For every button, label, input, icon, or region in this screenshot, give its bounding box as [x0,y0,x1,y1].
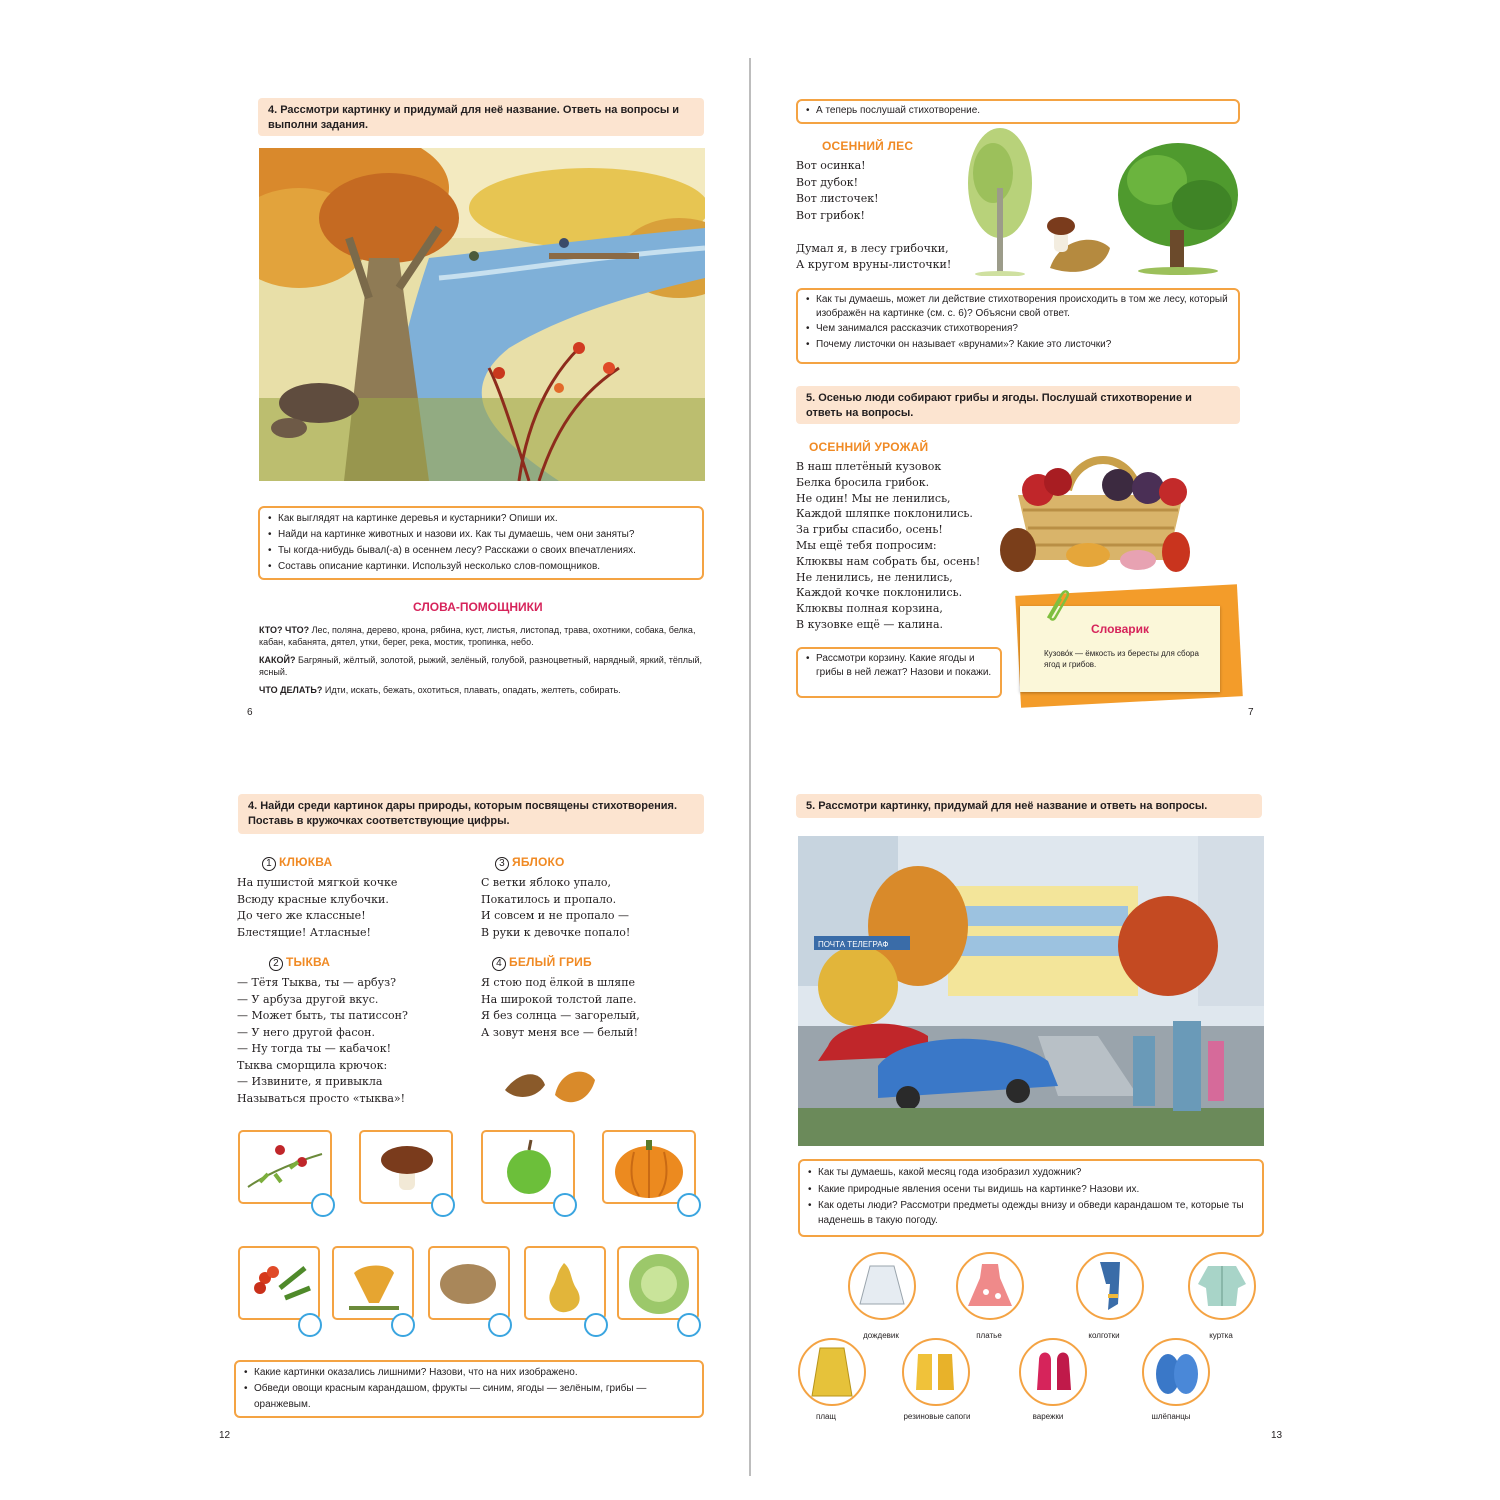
answer-circle[interactable] [488,1313,512,1337]
clothing-label: платье [976,1331,1002,1340]
task-4-page12: 4. Найди среди картинок дары природы, которым посвящены стихотворения. Поставь в кружочках соответствующие цифры. [238,794,704,834]
clothing-rubber-boots[interactable] [902,1338,970,1406]
card-pumpkin [602,1130,696,1204]
task-5-page13: 5. Рассмотри картинку, придумай для неё название и ответь на вопросы. [796,794,1262,818]
card-potato [428,1246,510,1320]
helpers-title: СЛОВА-ПОМОЩНИКИ [413,600,543,614]
poem-osenniy-urozhay: В наш плетёный кузовок Белка бросила грибок. Не один! Мы не ленились, Каждой шляпке поклонились. За грибы спасибо, осень! Мы ещё тебя попросим: Клюквы нам собрать бы, осень! Не ленились, не ленились, Каждой кочке поклонились. Клюквы полная корзина, В кузовке ещё — калина. [796,460,981,631]
clothing-raincoat[interactable] [848,1252,916,1320]
question-item: • Почему листочки он называет «врунами»? Какие это листочки? [806,337,1230,353]
answer-circle[interactable] [431,1193,455,1217]
clothing-jacket[interactable] [1188,1252,1256,1320]
answer-circle[interactable] [677,1313,701,1337]
clothing-label: плащ [815,1412,837,1421]
clothing-label: резиновые сапоги [903,1412,971,1421]
clothing-label: дождевик [863,1331,899,1340]
paperclip-icon [1040,588,1070,622]
basket-question-box [796,647,1002,698]
poem-title-tykva: 2 ТЫКВА [269,955,330,971]
clothing-flip-flops[interactable] [1142,1338,1210,1406]
card-pear [524,1246,606,1320]
card-rowan [238,1246,320,1320]
intro-box [796,99,1240,124]
question-item: • Как одеты люди? Рассмотри предметы одежды внизу и обведи карандашом те, которые ты наденешь в такую погоду. [808,1198,1254,1228]
clothing-mittens[interactable] [1019,1338,1087,1406]
task-4-page6: 4. Рассмотри картинку и придумай для неё название. Ответь на вопросы и выполни задания. [258,98,704,136]
post-office-sign: ПОЧТА ТЕЛЕГРАФ [818,940,889,949]
aspen-tree-illustration [955,128,1045,276]
basket-illustration [998,450,1198,585]
intro-text: • А теперь послушай стихотворение. [806,103,1230,119]
answer-circle[interactable] [391,1313,415,1337]
page-fold [749,58,751,1476]
card-cabbage [617,1246,699,1320]
page-number: 12 [219,1430,231,1441]
questions-page12 [234,1360,704,1418]
questions-page6 [258,506,704,580]
clothing-label: варежки [1032,1412,1064,1421]
poem-osenniy-les: Вот осинка! Вот дубок! Вот листочек! Вот грибок! Думал я, в лесу грибочки, А кругом вруны-листочки! [796,159,952,271]
clothing-dress[interactable] [956,1252,1024,1320]
poem-title-belyy-grib: 4 БЕЛЫЙ ГРИБ [492,955,592,971]
rainy-street-illustration [798,836,1264,1146]
answer-circle[interactable] [584,1313,608,1337]
poem-belyy-grib: Я стою под ёлкой в шляпе На широкой толстой лапе. Я без солнца — загорелый, А зовут меня все — белый! [481,976,640,1039]
autumn-forest-illustration [259,148,705,481]
page-number: 13 [1271,1430,1283,1441]
task-5-page7: 5. Осенью люди собирают грибы и ягоды. Послушай стихотворение и ответь на вопросы. [796,386,1240,424]
question-item: • Ты когда-нибудь бывал(-а) в осеннем лесу? Расскажи о своих впечатлениях. [268,543,694,559]
answer-circle[interactable] [553,1193,577,1217]
card-chanterelle [332,1246,414,1320]
helpers-row: КТО? ЧТО? Лес, поляна, дерево, крона, рябина, куст, листья, листопад, трава, охотники, собака, белка, кабан, кабанята, дятел, утки, берег, река, мостик, тропинка, небо. [259,625,696,647]
questions-page13 [798,1159,1264,1237]
answer-circle[interactable] [298,1313,322,1337]
answer-circle[interactable] [677,1193,701,1217]
helpers-words [259,624,705,702]
oak-leaves-icon [500,1060,600,1112]
page-number: 7 [1248,707,1254,718]
question-item: • Какие картинки оказались лишними? Назови, что на них изображено. [244,1365,694,1381]
clothing-tights[interactable] [1076,1252,1144,1320]
question-item: • Найди на картинке животных и назови их. Как ты думаешь, чем они заняты? [268,527,694,543]
answer-circle[interactable] [311,1193,335,1217]
dictionary-text: Кузово́к — ёмкость из бересты для сбора ягод и грибов. [1044,649,1199,669]
question-item: • Какие природные явления осени ты видишь на картинке? Назови их. [808,1181,1254,1198]
poem-tykva: — Тётя Тыква, ты — арбуз? — У арбуза другой вкус. — Может быть, ты патиссон? — У него другой фасон. — Ну тогда ты — кабачок! Тыква сморщила крючок: — Извините, я привыкла Называться просто «тыква»! [237,976,408,1105]
helpers-row: ЧТО ДЕЛАТЬ? Идти, искать, бежать, охотиться, плавать, опадать, желтеть, собирать. [259,685,621,695]
dictionary-title: Словарик [1090,622,1150,636]
clothing-label: шлёпанцы [1151,1412,1191,1421]
basket-question: • Рассмотри корзину. Какие ягоды и грибы в ней лежат? Назови и покажи. [806,652,992,680]
page-number: 6 [247,707,253,718]
question-item: • Как ты думаешь, может ли действие стихотворения происходить в том же лесу, который изображён на картинке (см. с. 6)? Объясни свой ответ. [806,293,1230,321]
poem-title-osenniy-urozhay: ОСЕННИЙ УРОЖАЙ [809,440,929,454]
question-item: • Чем занимался рассказчик стихотворения? [806,321,1230,337]
question-item: • Обведи овощи красным карандашом, фрукты — синим, ягоды — зелёным, грибы — оранжевым. [244,1381,694,1413]
poem-klyukva: На пушистой мягкой кочке Всюду красные клубочки. До чего же классные! Блестящие! Атласные! [237,876,398,939]
question-item: • Как выглядят на картинке деревья и кустарники? Опиши их. [268,511,694,527]
oak-tree-illustration [1112,135,1244,275]
questions-page7 [796,288,1240,364]
poem-title-yabloko: 3 ЯБЛОКО [495,855,565,871]
mushroom-leaf-illustration [1040,208,1115,280]
clothing-label: колготки [1088,1331,1120,1340]
poem-title-osenniy-les: ОСЕННИЙ ЛЕС [822,139,914,153]
clothing-label: куртка [1209,1331,1233,1340]
clothing-cloak[interactable] [798,1338,866,1406]
question-item: • Как ты думаешь, какой месяц года изобразил художник? [808,1164,1254,1181]
question-item: • Составь описание картинки. Используй несколько слов-помощников. [268,559,694,575]
helpers-row: КАКОЙ? Багряный, жёлтый, золотой, рыжий, зелёный, голубой, разноцветный, нарядный, яркий, тёплый, ясный. [259,655,703,677]
poem-yabloko: С ветки яблоко упало, Покатилось и пропало. И совсем и не пропало — В руки к девочке попало! [481,876,631,939]
poem-title-klyukva: 1 КЛЮКВА [262,855,332,871]
